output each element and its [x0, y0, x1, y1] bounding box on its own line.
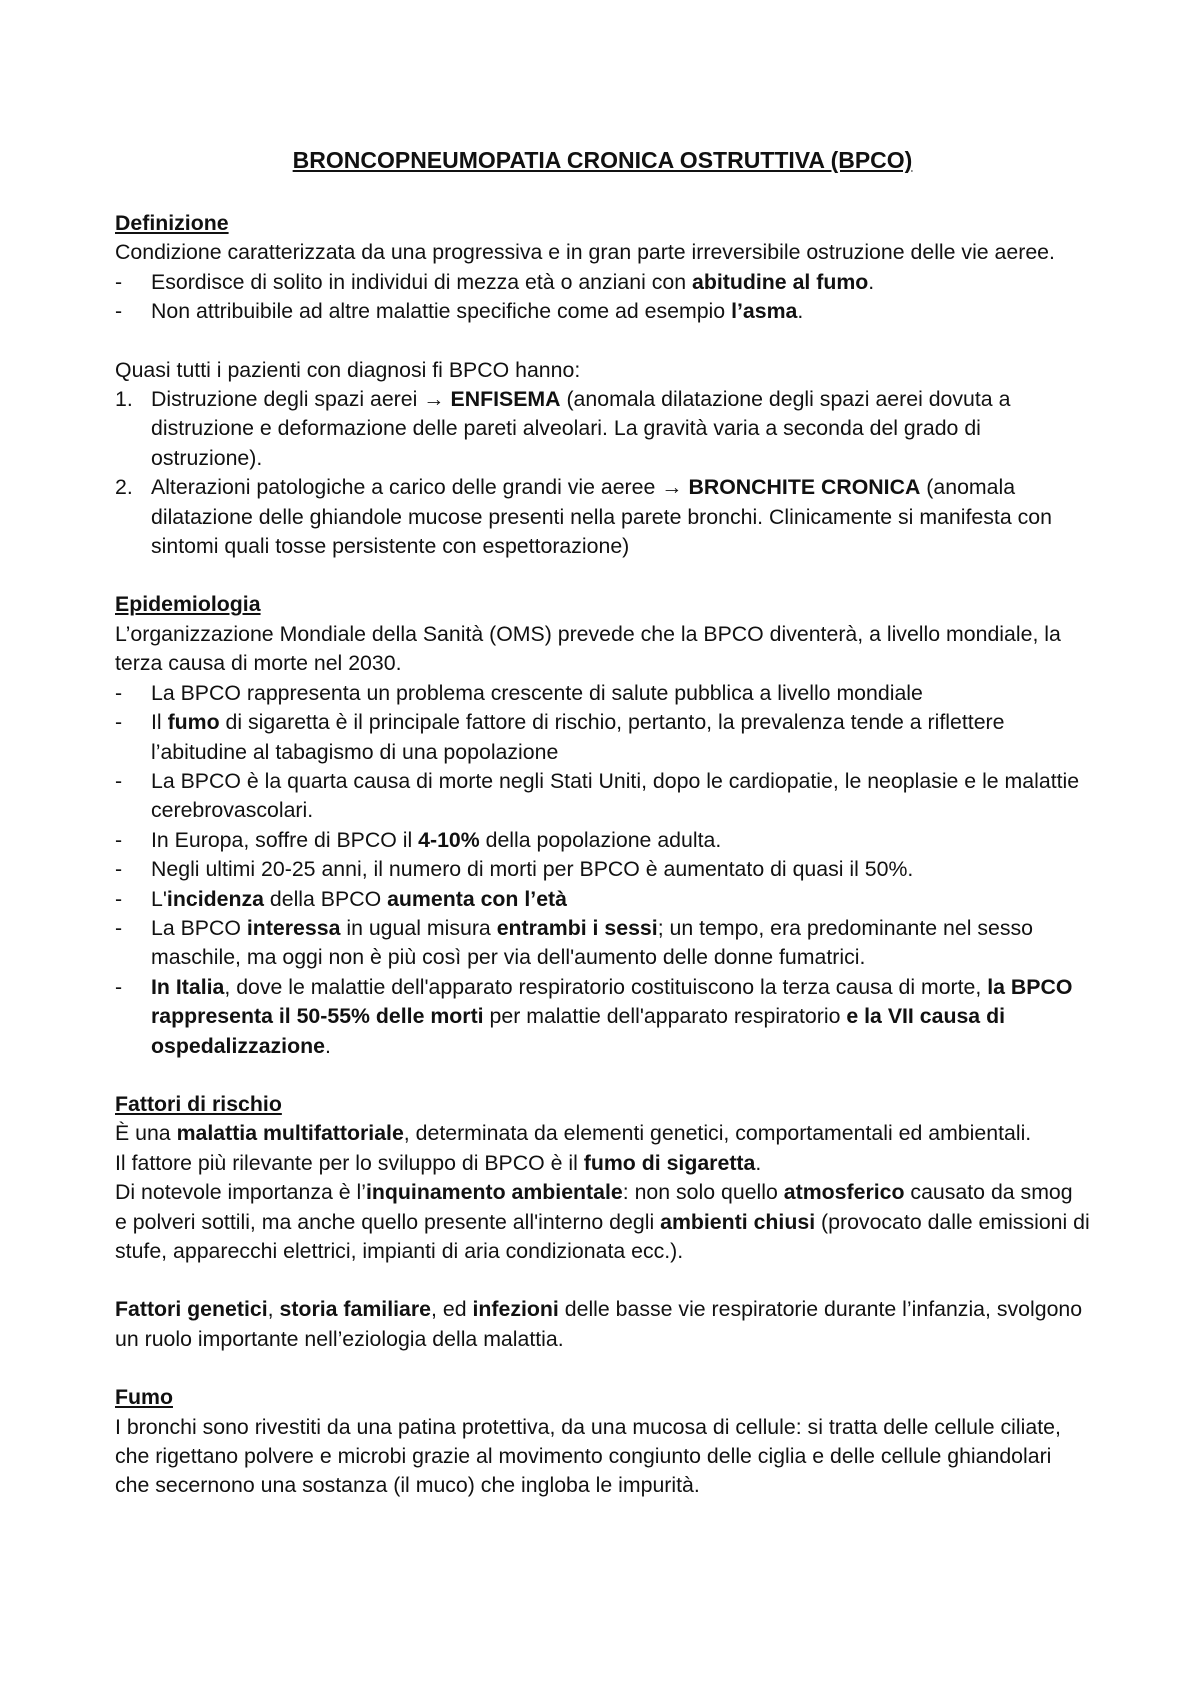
heading-epidemiologia: Epidemiologia — [115, 592, 261, 617]
numbered-item: 2. Alterazioni patologiche a carico delle grandi vie aeree → BRONCHITE CRONICA (anomala dilatazione delle ghiandole mucose presenti nella parete bronchi. Clinicamente si manifesta con sintomi quali tosse persistente con espettorazione) — [115, 475, 1052, 559]
heading-fumo: Fumo — [115, 1385, 173, 1410]
definizione-text: Condizione caratterizzata da una progressiva e in gran parte irreversibile ostruzione delle vie aeree. — [115, 240, 1055, 265]
number-marker: 1. — [115, 387, 133, 412]
epidemiologia-text: L’organizzazione Mondiale della Sanità (OMS) prevede che la BPCO diventerà, a livello mondiale, la terza causa di morte nel 2030. — [115, 621, 1061, 676]
list-item: - La BPCO è la quarta causa di morte negli Stati Uniti, dopo le cardiopatie, le neoplasie e le malattie cerebrovascolari. — [115, 768, 1080, 823]
section-definizione — [115, 209, 1090, 561]
dash-marker: - — [115, 710, 123, 735]
page-title: BRONCOPNEUMOPATIA CRONICA OSTRUTTIVA (BPCO) — [292, 147, 913, 173]
fumo-text: I bronchi sono rivestiti da una patina protettiva, da una mucosa di cellule: si tratta delle cellule ciliate, che rigettano polvere e microbi grazie al movimento congiunto delle ciglia e delle cellule ghiandolari che secernono una sostanza (il muco) che ingloba le impurità. — [115, 1414, 1061, 1498]
dash-marker: - — [115, 299, 123, 324]
list-item: - Il fumo di sigaretta è il principale fattore di rischio, pertanto, la prevalenza tende a riflettere l’abitudine al tabagismo di una popolazione — [115, 710, 1005, 764]
dash-marker: - — [115, 974, 123, 999]
fattori-paragraph-1: È una malattia multifattoriale, determinata da elementi genetici, comportamentali ed ambientali. — [115, 1121, 1032, 1146]
list-item: - Non attribuibile ad altre malattie specifiche come ad esempio l’asma. — [115, 297, 1090, 326]
list-item: - L'incidenza della BPCO aumenta con l’età — [115, 885, 1090, 914]
definizione-bullets — [115, 268, 1090, 327]
list-item: - Esordisce di solito in individui di mezza età o anziani con abitudine al fumo. — [115, 268, 1090, 297]
numbered-item: 1. Distruzione degli spazi aerei → ENFISEMA (anomala dilatazione degli spazi aerei dovuta a distruzione e deformazione delle pareti alveolari. La gravità varia a seconda del grado di ostruzione). — [115, 387, 1011, 470]
section-fattori-di-rischio — [115, 1090, 1090, 1354]
list-item: - La BPCO interessa in ugual misura entrambi i sessi; un tempo, era predominante nel sesso maschile, ma oggi non è più così per via dell'aumento delle donne fumatrici. — [115, 915, 1033, 970]
list-item: - In Europa, soffre di BPCO il 4-10% della popolazione adulta. — [115, 826, 1090, 855]
fattori-paragraph-3: Di notevole importanza è l’inquinamento ambientale: non solo quello atmosferico causato da smog e polveri sottili, ma anche quello presente all'interno degli ambienti chiusi (provocato dalle emissioni di stufe, apparecchi elettrici, impianti di aria condizionata ecc.). — [115, 1180, 1090, 1263]
epidemiologia-bullets — [115, 679, 1090, 1061]
number-marker: 2. — [115, 475, 133, 500]
dash-marker: - — [115, 269, 123, 294]
dash-marker: - — [115, 768, 123, 793]
dash-marker: - — [115, 915, 123, 940]
section-fumo — [115, 1383, 1090, 1501]
dash-marker: - — [115, 827, 123, 852]
list-item: - In Italia, dove le malattie dell'apparato respiratorio costituiscono la terza causa di morte, la BPCO rappresenta il 50-55% delle morti per malattie dell'apparato respiratorio e la VII causa di ospedalizzazione. — [115, 974, 1073, 1058]
list-item: - La BPCO rappresenta un problema crescente di salute pubblica a livello mondiale — [115, 679, 1090, 708]
fattori-paragraph-2: Il fattore più rilevante per lo sviluppo di BPCO è il fumo di sigaretta. — [115, 1150, 762, 1175]
dash-marker: - — [115, 886, 123, 911]
dash-marker: - — [115, 857, 123, 882]
list-item: - Negli ultimi 20-25 anni, il numero di morti per BPCO è aumentato di quasi il 50%. — [115, 855, 1090, 884]
definizione-intro: Quasi tutti i pazienti con diagnosi fi BPCO hanno: — [115, 357, 581, 382]
heading-fattori-di-rischio: Fattori di rischio — [115, 1091, 282, 1116]
dash-marker: - — [115, 680, 123, 705]
fattori-paragraph-4: Fattori genetici, storia familiare, ed infezioni delle basse vie respiratorie durante l’infanzia, svolgono un ruolo importante nell’eziologia della malattia. — [115, 1297, 1083, 1351]
heading-definizione: Definizione — [115, 211, 229, 235]
section-epidemiologia — [115, 590, 1090, 1061]
definizione-numbered — [115, 385, 1090, 561]
